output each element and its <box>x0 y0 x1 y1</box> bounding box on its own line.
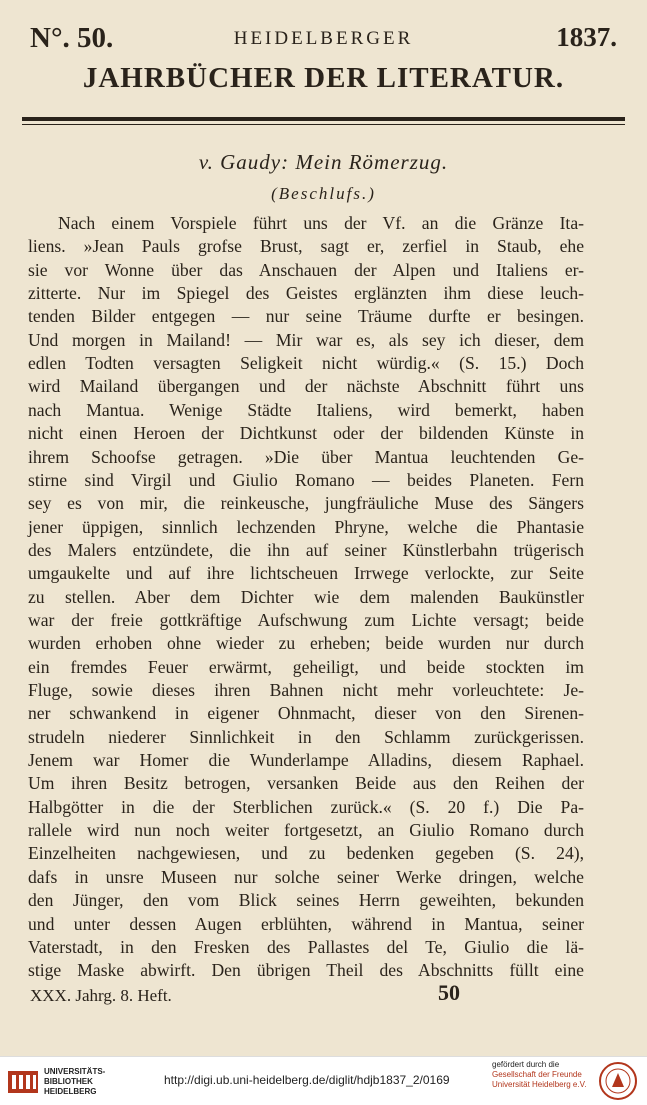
library-name-line: BIBLIOTHEK <box>44 1077 93 1086</box>
text-line: Halbgötter in die der Sterblichen zurück.« (S. 20 f.) Die Pa- <box>28 796 584 817</box>
article-title: v. Gaudy: Mein Römerzug. <box>198 150 449 174</box>
text-line: stige Maske abwirft. Den übrigen Theil des Abschnitts füllt eine <box>28 960 584 981</box>
text-line: jener üppigen, sinnlich lechzenden Phryne, welche die Phantasie <box>28 516 584 537</box>
text-line: Nach einem Vorspiele führt uns der Vf. an die Gränze Ita- <box>58 213 584 233</box>
text-line: stirne sind Virgil und Giulio Romano — beides Planeten. Fern <box>28 469 584 490</box>
text-line: sie vor Wonne über das Anschauen der Alpen und Italiens er- <box>28 259 584 280</box>
footer-signature: XXX. Jahrg. 8. Heft. <box>30 986 172 1005</box>
text-line: Und morgen in Mailand! — Mir war es, als sey ich dieser, dem <box>28 329 584 350</box>
text-line: rallele wird nun noch weiter fortgesetzt, an Giulio Romano durch <box>28 820 584 841</box>
digitization-strip <box>0 1056 647 1105</box>
running-header <box>30 22 617 56</box>
text-line: ein fremdes Feuer erwärmt, geheiligt, und beide stockten im <box>28 656 584 677</box>
article-subtitle: (Beschlufs.) <box>271 184 376 203</box>
library-name-line: UNIVERSITÄTS- <box>44 1067 106 1076</box>
text-line: nach Mantua. Wenige Städte Italiens, wird bemerkt, haben <box>28 399 584 420</box>
text-line: strudeln niederer Sinnlichkeit in den Schlamm zurückgerissen. <box>28 726 584 747</box>
text-line: nicht einen Heroen der Dichtkunst oder der bildenden Künste in <box>28 423 584 444</box>
text-line: zitterte. Nur im Spiegel des Geistes erglänzten ihm diese leuch- <box>28 283 584 304</box>
text-line: Fluge, sowie dieses ihren Bahnen nicht mehr vorleuchtete: Je- <box>28 680 584 700</box>
text-line: des Malers entzündete, die ihn auf seiner Künstlerbahn trügerisch <box>28 539 584 560</box>
text-line: war der freie gottkräftige Aufschwung zum Lichte versagt; beide <box>28 609 584 630</box>
text-line: sey es von mir, die reinkeusche, jungfräuliche Muse des Sängers <box>28 493 584 514</box>
text-line: zu stellen. Aber dem Dichter wie dem malenden Baukünstler <box>28 586 584 607</box>
journal-title: JAHRBÜCHER DER LITERATUR. <box>82 62 565 94</box>
text-line: Jenem war Homer die Wunderlampe Alladins, diesem Raphael. <box>28 750 584 771</box>
text-line: den Jünger, den vom Blick seines Herrn geweihten, bekunden <box>28 890 584 911</box>
year: 1837. <box>556 22 617 52</box>
text-line: ner schwankend in eigener Ohnmacht, dieser von den Sirenen- <box>28 703 584 724</box>
text-line: edlen Todten versagten Seligkeit nicht würdig.« (S. 15.) Doch <box>28 353 584 374</box>
text-line: dafs in unsre Museen nur solche seiner Werke dringen, welche <box>28 866 584 887</box>
text-line: und unter dessen Augen erblühten, während in Mantua, seiner <box>28 913 584 934</box>
text-line: Um ihren Besitz betrogen, versanken Beide aus den Reihen der <box>28 773 584 794</box>
header-rule-thin <box>22 124 625 125</box>
header-rule-thick <box>22 117 625 121</box>
sponsor-credit <box>492 1060 586 1090</box>
sponsor-line: Gesellschaft der Freunde <box>492 1070 582 1079</box>
text-line: liens. »Jean Pauls grofse Brust, sagt er, zerfiel in Staub, ehe <box>28 236 584 257</box>
university-seal-icon <box>598 1061 638 1101</box>
text-line: umgaukelte und auf ihre lichtscheuen Irrwege verlockte, zur Seite <box>28 563 584 584</box>
text-line: Einzelheiten nachgewiesen, und zu bedenken gegeben (S. 24), <box>28 843 584 864</box>
text-line: tenden Bilder entgegen — nur seine Träume durfte er besingen. <box>28 306 584 327</box>
text-line: Vaterstadt, in den Fresken des Pallastes del Te, Giulio die lä- <box>28 936 584 957</box>
text-line: wird Mailand übergangen und der nächste Abschnitt führt uns <box>28 376 584 397</box>
page-footer <box>0 980 647 1016</box>
footer-sheet-number: 50 <box>438 980 460 1005</box>
library-name <box>44 1067 105 1097</box>
text-line: wurden erhoben ohne wieder zu erheben; beide wurden nur durch <box>28 633 584 654</box>
issue-number: N°. 50. <box>30 22 114 54</box>
text-line: ihrem Schoofse getragen. »Die über Mantua leuchtenden Ge- <box>28 446 584 467</box>
sponsor-line: Universität Heidelberg e.V. <box>492 1080 587 1089</box>
permalink[interactable]: http://digi.ub.uni-heidelberg.de/diglit/hdjb1837_2/0169 <box>164 1073 450 1087</box>
library-name-line: HEIDELBERG <box>44 1087 97 1096</box>
library-logo-icon <box>6 1065 40 1099</box>
journal-name: HEIDELBERGER <box>233 28 414 49</box>
sponsor-label: gefördert durch die <box>492 1060 560 1069</box>
